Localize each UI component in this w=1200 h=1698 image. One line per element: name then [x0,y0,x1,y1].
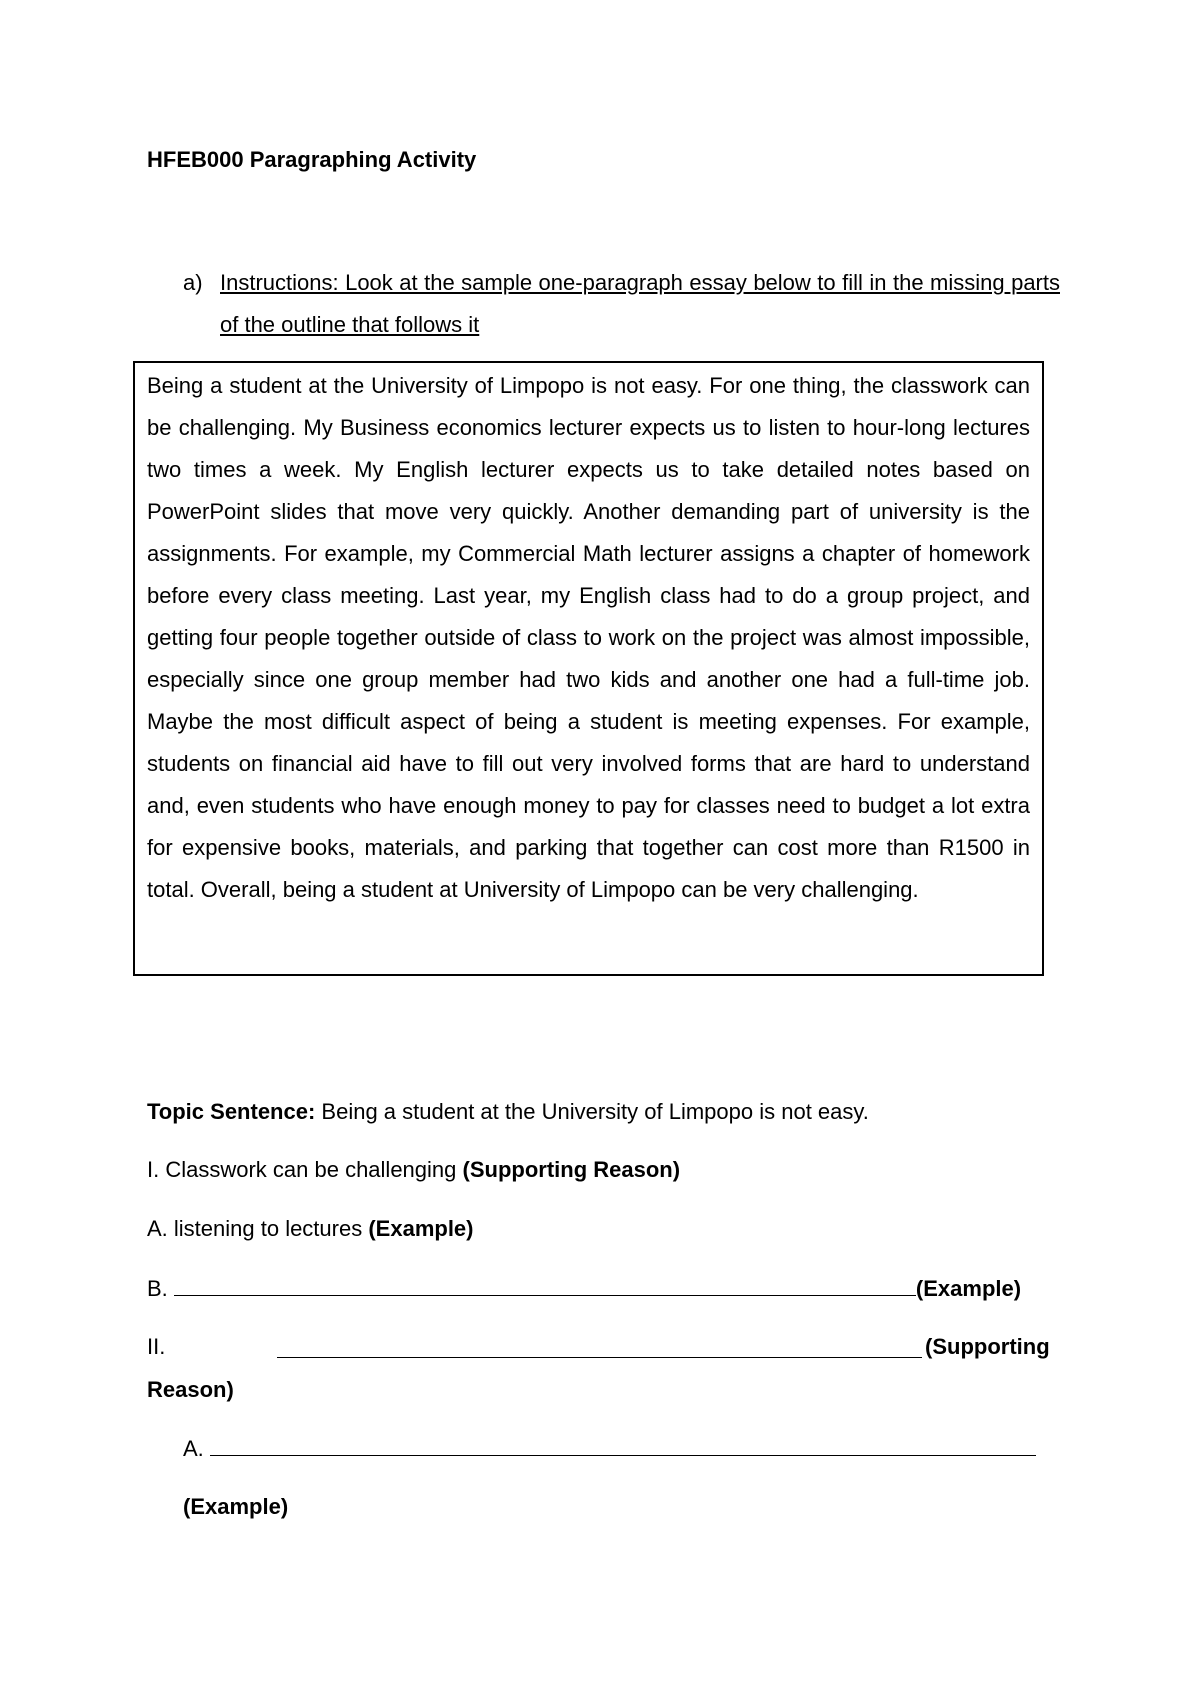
outline-item-2-marker: II. [147,1334,166,1359]
outline-item-1b-marker: B. [147,1276,174,1301]
instructions [183,262,1060,346]
sample-essay-box [133,361,1044,976]
outline-item-1 [147,1155,680,1185]
outline-item-2 [147,1332,1064,1362]
outline-item-1b [147,1273,1021,1304]
outline-item-2a-tag: (Example) [183,1494,289,1519]
topic-sentence-line [147,1097,869,1127]
outline-item-1a-tag: (Example) [368,1216,474,1241]
fill-in-blank[interactable] [277,1335,922,1358]
instructions-text: Instructions: Look at the sample one-paragraph essay below to fill in the missing parts of the outline that follows it [220,270,1060,337]
outline-item-2-tag: (Supporting [925,1334,1050,1359]
outline-item-1a-text: A. listening to lectures [147,1216,369,1241]
page-title: HFEB000 Paragraphing Activity [147,147,477,172]
fill-in-blank[interactable] [210,1433,1036,1456]
instructions-marker: a) [183,270,203,295]
outline-item-1-tag: (Supporting Reason) [462,1157,681,1182]
outline-item-2-tag-continuation: Reason) [147,1377,234,1402]
outline-item-1a [147,1214,474,1244]
topic-sentence-text: Being a student at the University of Limpopo is not easy. [315,1099,869,1124]
sample-essay-text: Being a student at the University of Limpopo is not easy. For one thing, the classwork can be challenging. My Business economics lecturer expects us to listen to hour-long lectures two times a week. My English lecturer expects us to take detailed notes based on PowerPoint slides that move very quickly. Another demanding part of university is the assignments. For example, my Commercial Math lecturer assigns a chapter of homework before every class meeting. Last year, my English class had to do a group project, and getting four people together outside of class to work on the project was almost impossible, especially since one group member had two kids and another one had a full-time job. Maybe the most difficult aspect of being a student is meeting expenses. For example, students on financial aid have to fill out very involved forms that are hard to understand and, even students who have enough money to pay for classes need to budget a lot extra for expensive books, materials, and parking that together can cost more than R1500 in total. Overall, being a student at University of Limpopo can be very challenging. [147,373,1030,902]
outline-item-2a [183,1433,1036,1464]
fill-in-blank[interactable] [174,1273,916,1296]
topic-sentence-label: Topic Sentence: [147,1099,316,1124]
outline-item-1-text: I. Classwork can be challenging [147,1157,463,1182]
outline-item-2a-marker: A. [183,1436,210,1461]
outline-item-1b-tag: (Example) [915,1276,1022,1301]
